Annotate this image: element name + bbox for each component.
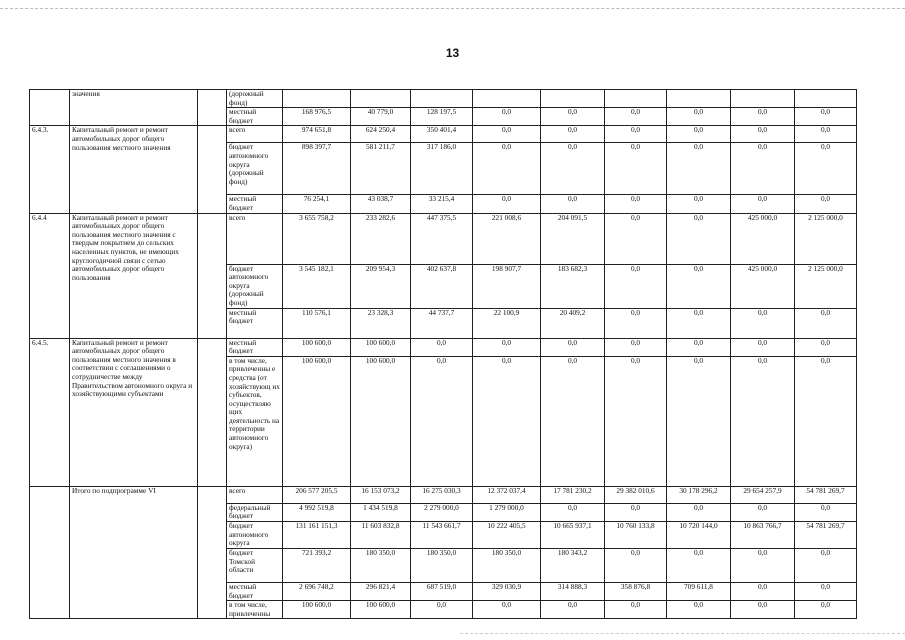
value-cell: 425 000,0 [731,264,795,308]
value-cell: 0,0 [795,582,857,600]
value-cell: 2 125 000,0 [795,264,857,308]
value-cell: 0,0 [541,356,605,486]
value-cell: 0,0 [667,195,731,213]
value-cell: 3 655 758,2 [283,213,351,264]
value-cell: 0,0 [605,143,667,195]
value-cell: 581 211,7 [351,143,411,195]
value-cell: 131 161 151,3 [283,521,351,548]
value-cell: 0,0 [667,126,731,143]
row-code: 6.4.3. [30,126,70,213]
value-cell: 0,0 [731,582,795,600]
value-cell: 206 577 205,5 [283,486,351,503]
value-cell: 0,0 [473,126,541,143]
value-cell: 898 397,7 [283,143,351,195]
value-cell: 0,0 [731,356,795,486]
value-cell: 3 545 182,1 [283,264,351,308]
value-cell: 0,0 [731,143,795,195]
value-cell: 0,0 [605,264,667,308]
value-cell: 0,0 [605,601,667,619]
value-cell: 296 821,4 [351,582,411,600]
value-cell: 0,0 [541,108,605,126]
value-cell: 12 372 037,4 [473,486,541,503]
value-cell: 221 008,6 [473,213,541,264]
value-cell: 10 222 405,5 [473,521,541,548]
value-cell: 0,0 [795,126,857,143]
row-source: бюджет Томской области [227,548,283,582]
value-cell: 2 125 000,0 [795,213,857,264]
row-name: Капитальный ремонт и ремонт автомобильных дорог общего пользования местного значения с твердым покрытием до сельских населенных пунктов, не имеющих круглогодичной связи с сетью автомобильных дорог общего пользования [70,213,198,338]
value-cell: 974 651,8 [283,126,351,143]
value-cell: 358 876,8 [605,582,667,600]
value-cell: 0,0 [795,338,857,356]
value-cell: 2 279 000,0 [411,503,473,521]
value-cell: 0,0 [473,108,541,126]
value-cell: 0,0 [731,108,795,126]
value-cell: 0,0 [605,195,667,213]
value-cell [541,90,605,108]
row-code [30,90,70,126]
table-row [30,338,857,356]
value-cell: 0,0 [473,338,541,356]
row-code: 6.4.4 [30,213,70,338]
value-cell: 0,0 [473,195,541,213]
value-cell: 0,0 [731,601,795,619]
row-source: местный бюджет [227,338,283,356]
value-cell: 0,0 [795,548,857,582]
value-cell: 23 328,3 [351,308,411,338]
value-cell: 0,0 [667,356,731,486]
value-cell: 0,0 [795,601,857,619]
row-name: Капитальный ремонт и ремонт автомобильных дорог общего пользования местного значения в соответствии с соглашениями о сотрудничестве между Правительством автономного округа и хозяйствующими субъектами [70,338,198,486]
row-source: всего [227,126,283,143]
value-cell: 687 519,0 [411,582,473,600]
value-cell: 10 760 133,8 [605,521,667,548]
value-cell: 100 600,0 [283,356,351,486]
value-cell: 0,0 [541,338,605,356]
value-cell: 29 654 257,9 [731,486,795,503]
value-cell: 329 030,9 [473,582,541,600]
value-cell: 0,0 [667,264,731,308]
value-cell: 0,0 [541,503,605,521]
value-cell: 128 197,5 [411,108,473,126]
value-cell: 180 350,0 [351,548,411,582]
table-row [30,486,857,503]
value-cell: 11 543 661,7 [411,521,473,548]
value-cell: 317 186,0 [411,143,473,195]
value-cell: 30 178 296,2 [667,486,731,503]
empty-cell [198,90,227,126]
value-cell: 100 600,0 [283,338,351,356]
value-cell: 425 000,0 [731,213,795,264]
row-code: 6.4.5. [30,338,70,486]
empty-cell [198,486,227,619]
value-cell: 233 282,6 [351,213,411,264]
value-cell: 0,0 [667,601,731,619]
value-cell: 0,0 [795,108,857,126]
value-cell: 0,0 [541,126,605,143]
value-cell: 721 393,2 [283,548,351,582]
value-cell [731,90,795,108]
value-cell: 204 091,5 [541,213,605,264]
value-cell [351,90,411,108]
value-cell: 54 781 269,7 [795,521,857,548]
value-cell: 624 250,4 [351,126,411,143]
value-cell: 180 350,0 [411,548,473,582]
value-cell: 0,0 [667,338,731,356]
value-cell: 0,0 [605,126,667,143]
value-cell [473,90,541,108]
scan-edge-line-bottom [460,633,905,634]
value-cell [411,90,473,108]
value-cell: 76 254,1 [283,195,351,213]
value-cell: 43 038,7 [351,195,411,213]
value-cell: 110 576,1 [283,308,351,338]
value-cell: 54 781 269,7 [795,486,857,503]
value-cell: 44 737,7 [411,308,473,338]
value-cell: 0,0 [605,108,667,126]
value-cell: 0,0 [605,213,667,264]
value-cell: 0,0 [605,548,667,582]
row-source: местный бюджет [227,308,283,338]
value-cell: 4 992 519,8 [283,503,351,521]
row-source: (дорожный фонд) [227,90,283,108]
value-cell: 168 976,5 [283,108,351,126]
value-cell: 183 682,3 [541,264,605,308]
value-cell: 100 600,0 [351,356,411,486]
page-number: 13 [445,46,460,60]
value-cell: 350 401,4 [411,126,473,143]
value-cell: 0,0 [667,503,731,521]
value-cell: 0,0 [731,503,795,521]
value-cell: 0,0 [411,601,473,619]
value-cell: 1 434 519,8 [351,503,411,521]
value-cell: 100 600,0 [283,601,351,619]
value-cell: 0,0 [795,503,857,521]
value-cell [605,90,667,108]
value-cell: 709 611,8 [667,582,731,600]
value-cell: 0,0 [473,143,541,195]
scan-edge-line [0,8,905,9]
value-cell: 0,0 [411,356,473,486]
row-source: бюджет автономного округа (дорожный фонд) [227,264,283,308]
value-cell: 0,0 [667,213,731,264]
value-cell: 2 696 748,2 [283,582,351,600]
value-cell: 100 600,0 [351,338,411,356]
value-cell: 0,0 [795,143,857,195]
row-source: бюджет автономного округа (дорожный фонд) [227,143,283,195]
value-cell: 0,0 [541,143,605,195]
value-cell: 0,0 [411,338,473,356]
row-code [30,486,70,619]
value-cell: 0,0 [795,308,857,338]
value-cell: 0,0 [731,338,795,356]
value-cell: 0,0 [731,195,795,213]
row-name: Итого по подпрограмме VI [70,486,198,619]
row-source: местный бюджет [227,582,283,600]
value-cell: 0,0 [731,308,795,338]
table-row [30,90,857,108]
value-cell: 1 279 000,0 [473,503,541,521]
table-row [30,126,857,143]
value-cell: 29 382 010,6 [605,486,667,503]
value-cell: 447 375,5 [411,213,473,264]
value-cell: 40 779,0 [351,108,411,126]
value-cell: 16 275 030,3 [411,486,473,503]
value-cell: 198 907,7 [473,264,541,308]
row-source: бюджет автономного округа [227,521,283,548]
value-cell: 0,0 [667,548,731,582]
value-cell: 10 665 937,1 [541,521,605,548]
value-cell [795,90,857,108]
value-cell [667,90,731,108]
row-source: в том числе, привлеченны [227,601,283,619]
value-cell: 0,0 [731,126,795,143]
value-cell: 0,0 [473,601,541,619]
value-cell: 10 720 144,0 [667,521,731,548]
row-source: федеральный бюджет [227,503,283,521]
value-cell: 0,0 [541,601,605,619]
value-cell: 10 863 766,7 [731,521,795,548]
value-cell: 22 100,9 [473,308,541,338]
value-cell: 180 350,0 [473,548,541,582]
row-source: всего [227,486,283,503]
value-cell: 11 603 832,8 [351,521,411,548]
value-cell: 209 954,3 [351,264,411,308]
value-cell: 0,0 [605,356,667,486]
row-source: местный бюджет [227,195,283,213]
value-cell: 0,0 [605,503,667,521]
row-source: в том числе, привлеченны е средства (от хозяйствующ их субъектов, осуществляю щих деятельность на территории автономного округа) [227,356,283,486]
budget-table [29,89,857,619]
value-cell: 314 888,3 [541,582,605,600]
row-name: Капитальный ремонт и ремонт автомобильных дорог общего пользования местного значения [70,126,198,213]
value-cell: 20 409,2 [541,308,605,338]
value-cell: 0,0 [473,356,541,486]
value-cell: 0,0 [795,195,857,213]
value-cell [283,90,351,108]
value-cell: 0,0 [605,338,667,356]
value-cell: 0,0 [667,308,731,338]
value-cell: 0,0 [605,308,667,338]
empty-cell [198,213,227,338]
value-cell: 180 343,2 [541,548,605,582]
value-cell: 17 781 230,2 [541,486,605,503]
value-cell: 0,0 [667,108,731,126]
row-source: всего [227,213,283,264]
value-cell: 0,0 [731,548,795,582]
value-cell: 0,0 [667,143,731,195]
value-cell: 0,0 [795,356,857,486]
value-cell: 16 153 073,2 [351,486,411,503]
value-cell: 402 637,8 [411,264,473,308]
value-cell: 100 600,0 [351,601,411,619]
empty-cell [198,338,227,486]
row-source: местный бюджет [227,108,283,126]
row-name: значения [70,90,198,126]
table-row [30,213,857,264]
empty-cell [198,126,227,213]
value-cell: 33 215,4 [411,195,473,213]
value-cell: 0,0 [541,195,605,213]
